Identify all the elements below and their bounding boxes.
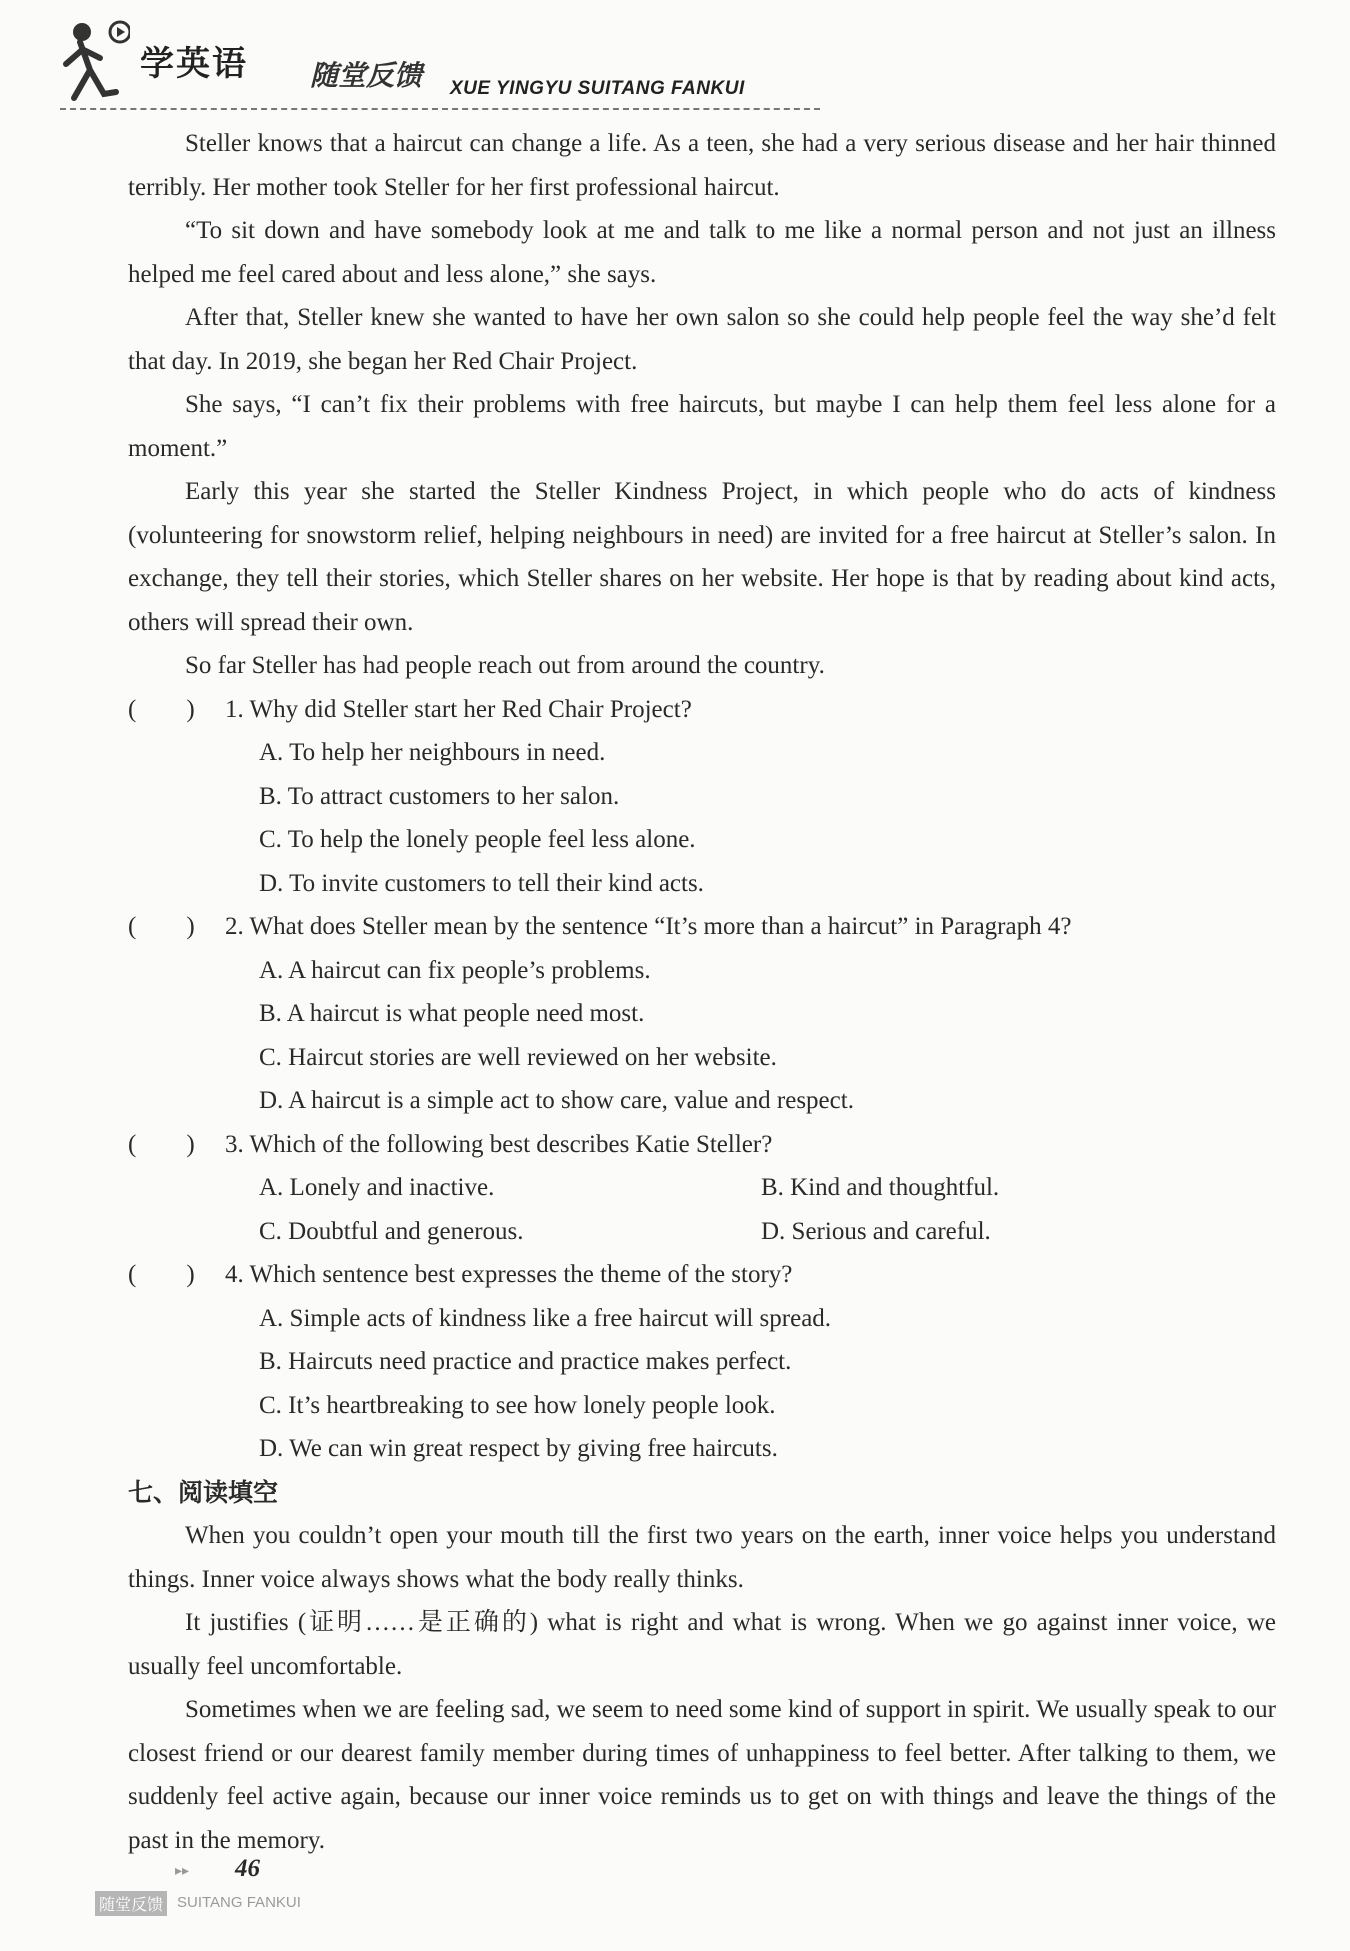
- option: D. We can win great respect by giving free haircuts.: [259, 1435, 778, 1462]
- answer-blank[interactable]: ( ): [128, 913, 195, 940]
- option: C. Haircut stories are well reviewed on her website.: [259, 1043, 777, 1071]
- page-content: [128, 122, 1276, 1862]
- question-1: [128, 688, 1276, 732]
- header-divider: [60, 108, 820, 110]
- question-2: [128, 905, 1276, 949]
- option: C. To help the lonely people feel less alone.: [259, 826, 696, 853]
- page-number: 46: [235, 1855, 260, 1882]
- passage-paragraph: After that, Steller knew she wanted to have her own salon so she could help people feel the way she’d felt that day. In 2019, she began her Red Chair Project.: [128, 304, 1276, 375]
- option: C. It’s heartbreaking to see how lonely people look.: [259, 1391, 776, 1419]
- option: C. Doubtful and generous.: [259, 1217, 524, 1245]
- passage-paragraph: Steller knows that a haircut can change a life. As a teen, she had a very serious disease and her hair thinned terribly. Her mother took Steller for her first professional haircut.: [128, 130, 1276, 201]
- option: A. To help her neighbours in need.: [259, 739, 606, 766]
- page-header: [60, 18, 1310, 128]
- double-arrow-icon: ▸▸: [175, 1863, 190, 1879]
- option: B. Haircuts need practice and practice makes perfect.: [259, 1348, 792, 1375]
- option: D. A haircut is a simple act to show care, value and respect.: [259, 1087, 854, 1114]
- header-title-en: XUE YINGYU SUITANG FANKUI: [450, 78, 745, 99]
- option-row: [259, 1210, 1276, 1254]
- passage-paragraph: Sometimes when we are feeling sad, we seem to need some kind of support in spirit. We usually speak to our closest friend or our dearest family member during times of unhappiness to feel better. After talking to them, we suddenly feel active again, because our inner voice reminds us to get on with things and leave the things of the past in the memory.: [128, 1696, 1276, 1854]
- option: B. A haircut is what people need most.: [259, 1000, 645, 1027]
- option: B. To attract customers to her salon.: [259, 782, 620, 810]
- footer-label-cn: 随堂反馈: [95, 1891, 167, 1916]
- runner-logo-icon: [60, 18, 130, 118]
- section-title: 七、阅读填空: [128, 1477, 279, 1507]
- answer-blank[interactable]: ( ): [128, 1130, 195, 1158]
- question-3: [128, 1123, 1276, 1167]
- answer-blank[interactable]: ( ): [128, 1261, 195, 1288]
- option: A. Simple acts of kindness like a free haircut will spread.: [259, 1304, 832, 1332]
- question-4: [128, 1253, 1276, 1297]
- header-subtitle-cn: 随堂反馈: [310, 59, 423, 92]
- option-row: [259, 1166, 1276, 1210]
- page-footer: [95, 1855, 355, 1925]
- question-stem: 4. Which sentence best expresses the theme of the story?: [225, 1261, 793, 1288]
- passage-paragraph: She says, “I can’t fix their problems with free haircuts, but maybe I can help them feel less alone for a moment.”: [128, 391, 1276, 462]
- passage-paragraph: “To sit down and have somebody look at me and talk to me like a normal person and not just an illness helped me feel cared about and less alone,” she says.: [128, 217, 1276, 288]
- footer-label-en: SUITANG FANKUI: [177, 1894, 301, 1911]
- option: D. Serious and careful.: [761, 1217, 991, 1245]
- header-title-cn: 学英语: [140, 44, 248, 84]
- question-stem: 2. What does Steller mean by the sentence “It’s more than a haircut” in Paragraph 4?: [225, 913, 1072, 940]
- option: A. A haircut can fix people’s problems.: [259, 956, 651, 984]
- question-stem: 3. Which of the following best describes Katie Steller?: [225, 1130, 773, 1158]
- option: D. To invite customers to tell their kind acts.: [259, 869, 704, 897]
- passage-paragraph: When you couldn’t open your mouth till the first two years on the earth, inner voice helps you understand things. Inner voice always shows what the body really thinks.: [128, 1522, 1276, 1593]
- option: B. Kind and thoughtful.: [761, 1174, 1000, 1201]
- option: A. Lonely and inactive.: [259, 1174, 495, 1201]
- answer-blank[interactable]: ( ): [128, 695, 195, 723]
- passage-paragraph: It justifies (证明……是正确的) what is right and what is wrong. When we go against inner voice, we usually feel uncomfortable.: [128, 1609, 1276, 1680]
- question-stem: 1. Why did Steller start her Red Chair Project?: [225, 695, 692, 723]
- passage-paragraph: So far Steller has had people reach out from around the country.: [185, 652, 825, 679]
- passage-paragraph: Early this year she started the Steller Kindness Project, in which people who do acts of kindness (volunteering for snowstorm relief, helping neighbours in need) are invited for a free haircut at Steller’s salon. In exchange, they tell their stories, which Steller shares on her website. Her hope is that by reading about kind acts, others will spread their own.: [128, 478, 1276, 636]
